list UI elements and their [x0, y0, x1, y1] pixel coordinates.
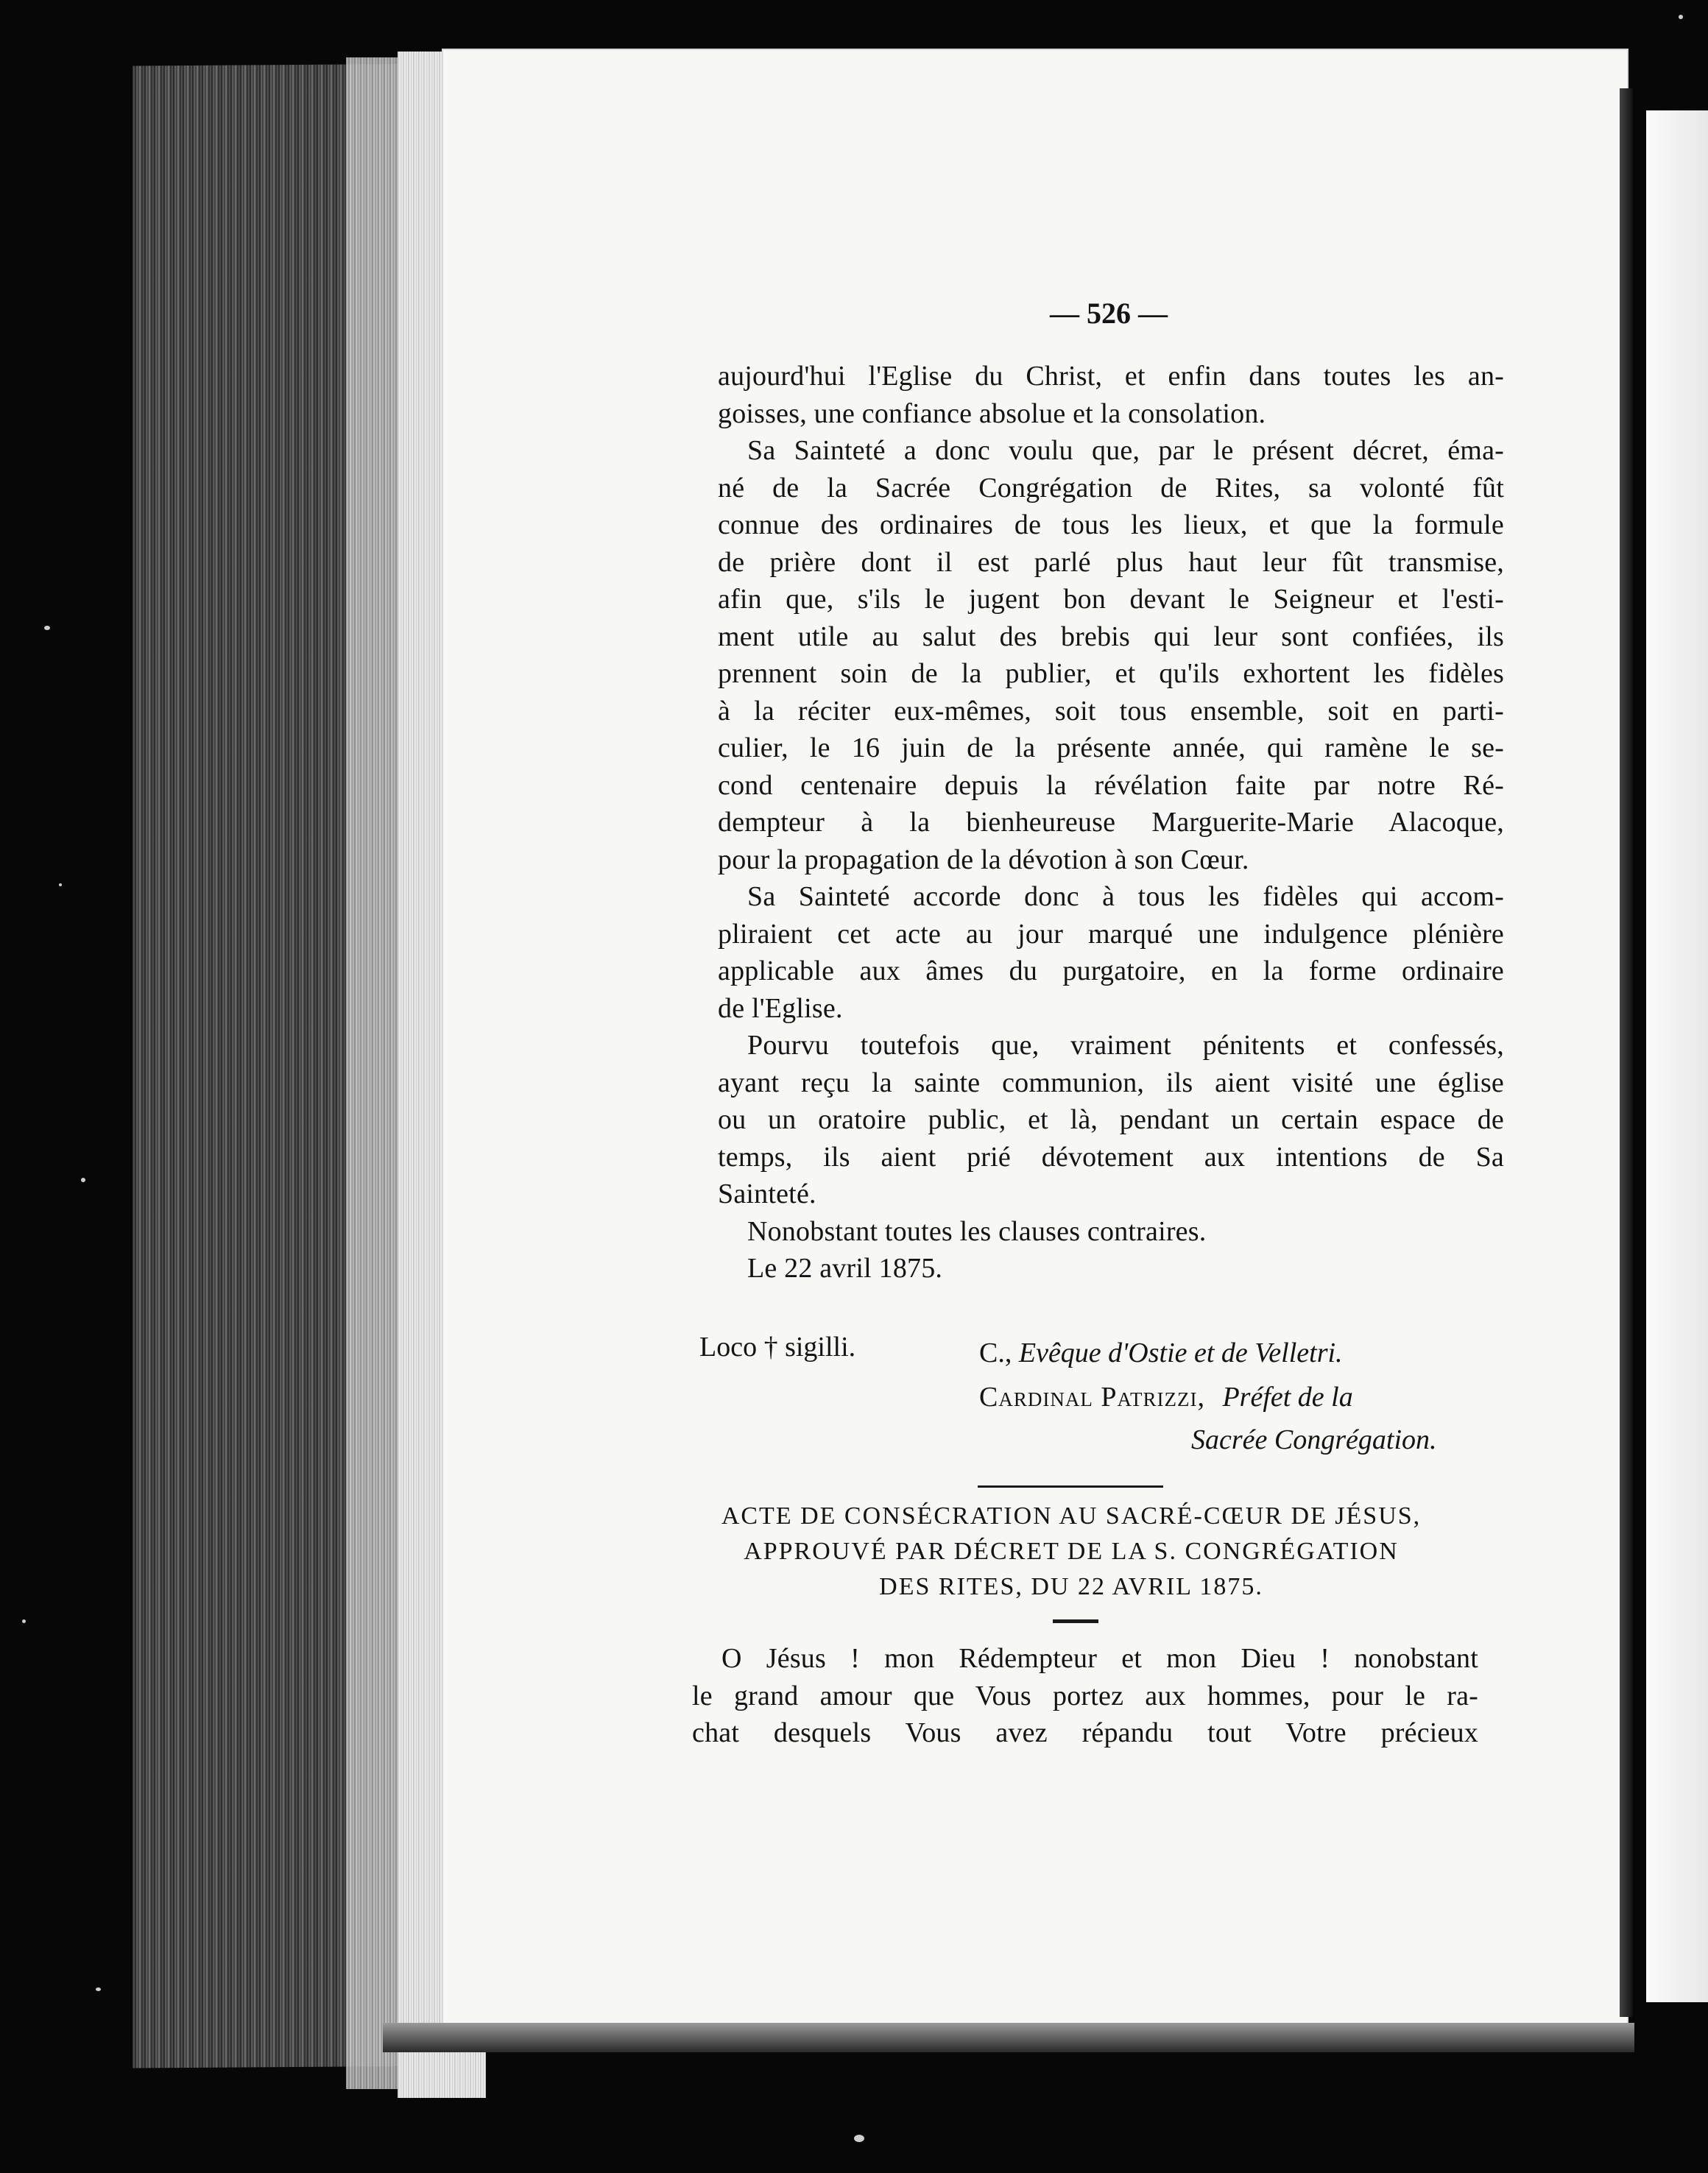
cardinal-title-2: Sacrée Congrégation.: [1191, 1424, 1437, 1455]
text-line: cond centenaire depuis la révélation faite par notre Ré-: [718, 769, 1504, 801]
scan-speckle: [22, 1619, 26, 1623]
text-line: Sainteté.: [718, 1179, 816, 1209]
text-line: pliraient cet acte au jour marqué une indulgence plénière: [718, 918, 1504, 950]
heading-line: DES RITES, DU 22 AVRIL 1875.: [879, 1573, 1263, 1600]
text-line: goisses, une confiance absolue et la consolation.: [718, 398, 1266, 429]
bishop-title: Evêque d'Ostie et de Velletri.: [1018, 1338, 1343, 1368]
text-line: à la réciter eux-mêmes, soit tous ensemble, soit en parti-: [718, 695, 1504, 727]
text-line: ment utile au salut des brebis qui leur sont confiées, ils: [718, 621, 1504, 652]
text-line: temps, ils aient prié dévotement aux intentions de Sa: [718, 1141, 1504, 1173]
text-line: Sa Sainteté a donc voulu que, par le présent décret, éma-: [747, 435, 1504, 466]
scan-speckle: [96, 1988, 101, 1991]
text-line: chat desquels Vous avez répandu tout Votre précieux: [692, 1717, 1478, 1748]
heading-line: APPROUVÉ PAR DÉCRET DE LA S. CONGRÉGATION: [744, 1538, 1399, 1565]
scan-speckle: [854, 2135, 864, 2142]
text-line: dempteur à la bienheureuse Marguerite-Marie Alacoque,: [718, 807, 1504, 838]
section-heading: [696, 1499, 1447, 1605]
text-line: de l'Eglise.: [718, 992, 843, 1024]
text-line: Sa Sainteté accorde donc à tous les fidèles qui accom-: [747, 881, 1504, 912]
bishop-prefix: C.,: [979, 1338, 1019, 1368]
text-line: applicable aux âmes du purgatoire, en la forme ordinaire: [718, 955, 1504, 986]
separator-rule: [978, 1485, 1163, 1488]
text-line: Nonobstant toutes les clauses contraires.: [747, 1215, 1207, 1247]
page-right-edge: [1620, 88, 1633, 2017]
scan-speckle: [44, 626, 50, 630]
scan-speckle: [1679, 15, 1683, 19]
body-text: [718, 358, 1504, 1287]
text-line: culier, le 16 juin de la présente année, qui ramène le se-: [718, 732, 1504, 763]
text-line: Le 22 avril 1875.: [747, 1253, 943, 1284]
cardinal-name: Cardinal Patrizzi,: [979, 1382, 1205, 1413]
text-line: prennent soin de la publier, et qu'ils exhortent les fidèles: [718, 658, 1504, 689]
page-number: — 526 —: [1050, 297, 1168, 330]
text-line: pour la propagation de la dévotion à son Cœur.: [718, 844, 1249, 875]
heading-line: ACTE DE CONSÉCRATION AU SACRÉ-CŒUR DE JÉSUS,: [721, 1502, 1422, 1530]
text-line: de prière dont il est parlé plus haut leur fût transmise,: [718, 546, 1504, 578]
heading-rule: [1053, 1619, 1098, 1623]
text-line: ou un oratoire public, et là, pendant un certain espace de: [718, 1104, 1504, 1135]
cardinal-signature: [979, 1381, 1353, 1413]
text-line: afin que, s'ils le jugent bon devant le Seigneur et l'esti-: [718, 584, 1504, 615]
text-line: connue des ordinaires de tous les lieux, et que la formule: [718, 509, 1504, 540]
text-line: Pourvu toutefois que, vraiment pénitents et confessés,: [747, 1030, 1504, 1061]
cardinal-title-1: Préfet de la: [1222, 1382, 1353, 1413]
text-line: aujourd'hui l'Eglise du Christ, et enfin dans toutes les an-: [718, 361, 1504, 392]
text-line: O Jésus ! mon Rédempteur et mon Dieu ! nonobstant: [721, 1643, 1478, 1674]
next-page-strip: [1646, 110, 1708, 2002]
text-line: né de la Sacrée Congrégation de Rites, sa volonté fût: [718, 472, 1504, 504]
scan-speckle: [81, 1178, 85, 1182]
text-line: ayant reçu la sainte communion, ils aient visité une église: [718, 1067, 1504, 1098]
prayer-text: [692, 1640, 1478, 1752]
seal-text: Loco † sigilli.: [699, 1332, 856, 1363]
scan-speckle: [59, 883, 62, 886]
page-bottom-shadow: [383, 2023, 1634, 2052]
bishop-signature: [979, 1337, 1343, 1369]
text-line: le grand amour que Vous portez aux hommes, pour le ra-: [692, 1680, 1478, 1711]
